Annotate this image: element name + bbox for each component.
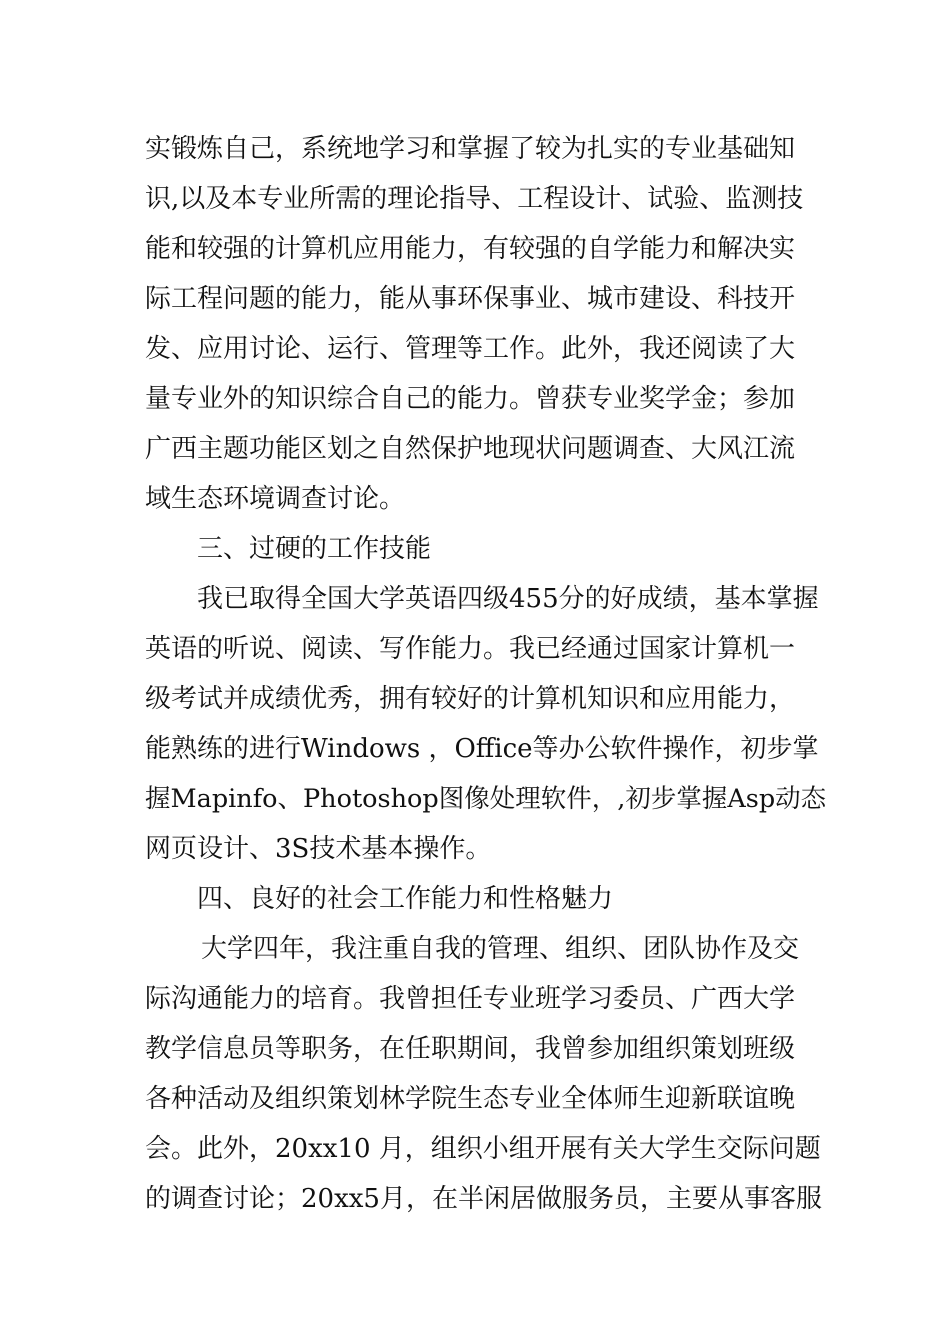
- body-text-line: 量专业外的知识综合自己的能力。曾获专业奖学金；参加: [145, 384, 796, 414]
- body-text-line: 各种活动及组织策划林学院生态专业全体师生迎新联谊晚: [145, 1084, 796, 1114]
- body-text-line: 握Mapinfo、Photoshop图像处理软件，,初步掌握Asp动态: [145, 784, 827, 814]
- body-text-line: 际工程问题的能力，能从事环保事业、城市建设、科技开: [145, 284, 796, 314]
- body-text-line: 会。此外，20xx10 月，组织小组开展有关大学生交际问题: [145, 1134, 821, 1164]
- body-text-line: 级考试并成绩优秀，拥有较好的计算机知识和应用能力，: [145, 684, 796, 714]
- body-text-line: 我已取得全国大学英语四级455分的好成绩，基本掌握: [197, 584, 819, 614]
- body-text-line: 识,以及本专业所需的理论指导、工程设计、试验、监测技: [145, 184, 804, 214]
- body-text-line: 教学信息员等职务，在任职期间，我曾参加组织策划班级: [145, 1034, 796, 1064]
- body-text-line: 网页设计、3S技术基本操作。: [145, 834, 492, 864]
- body-text-line: 发、应用讨论、运行、管理等工作。此外，我还阅读了大: [145, 334, 796, 364]
- body-text-line: 广西主题功能区划之自然保护地现状问题调查、大风江流: [145, 434, 796, 464]
- body-text-line: 能和较强的计算机应用能力，有较强的自学能力和解决实: [145, 234, 796, 264]
- body-text-line: 大学四年，我注重自我的管理、组织、团队协作及交: [201, 934, 800, 964]
- body-text-line: 实锻炼自己，系统地学习和掌握了较为扎实的专业基础知: [145, 134, 796, 164]
- body-text-line: 能熟练的进行Windows ，Office等办公软件操作，初步掌: [145, 734, 819, 764]
- section-heading: 三、过硬的工作技能: [197, 534, 432, 564]
- body-text-line: 的调查讨论；20xx5月，在半闲居做服务员，主要从事客服: [145, 1184, 822, 1214]
- body-text-line: 英语的听说、阅读、写作能力。我已经通过国家计算机一: [145, 634, 796, 664]
- body-text-line: 际沟通能力的培育。我曾担任专业班学习委员、广西大学: [145, 984, 796, 1014]
- body-text-line: 域生态环境调查讨论。: [145, 484, 406, 514]
- section-heading: 四、良好的社会工作能力和性格魅力: [197, 884, 614, 914]
